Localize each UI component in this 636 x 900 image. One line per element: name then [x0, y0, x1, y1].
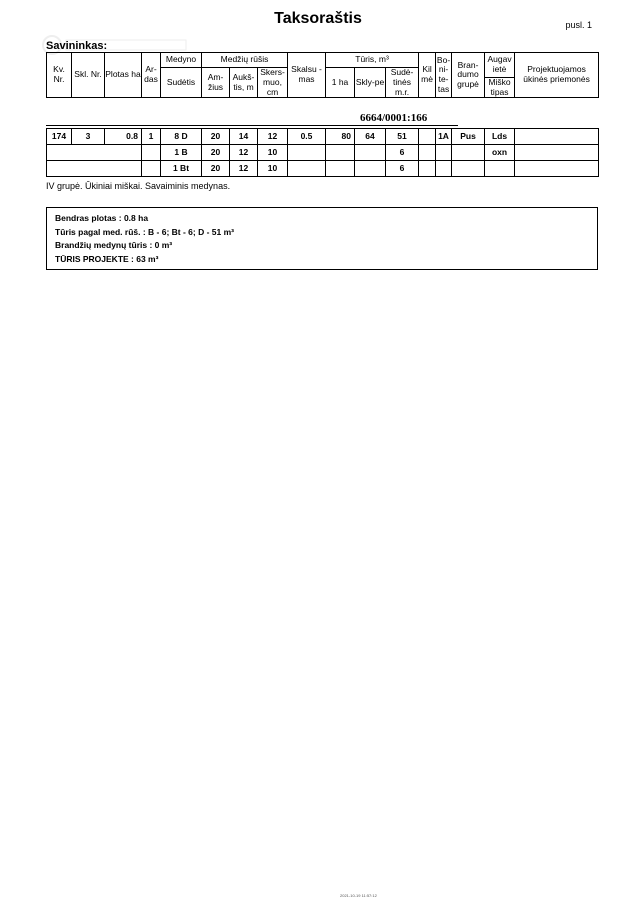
- cell-priemones: [515, 145, 599, 161]
- cell-bonitetas: [436, 145, 452, 161]
- cell-brandumo: [452, 161, 485, 177]
- cell-skalsumas: 0.5: [288, 129, 326, 145]
- header-priemones: Projektuojamos ūkinės priemonės: [515, 53, 599, 98]
- cell-kv: [47, 145, 142, 161]
- header-medziu-rusis: Medžių rūšis: [202, 53, 288, 68]
- cell-skersmuo: 12: [258, 129, 288, 145]
- cell-amzius: 20: [202, 129, 230, 145]
- cell-skalsumas: [288, 145, 326, 161]
- header-skalsumas: Skalsu - mas: [288, 53, 326, 98]
- summary-project-volume: TŪRIS PROJEKTE : 63 m³: [55, 253, 159, 264]
- header-kv: Kv. Nr.: [47, 53, 72, 98]
- cell-plotas: 0.8: [105, 129, 142, 145]
- header-sklype: Skly-pe: [355, 68, 386, 98]
- cell-ardas: 1: [142, 129, 161, 145]
- cell-aukstis: 14: [230, 129, 258, 145]
- group-note: IV grupė. Ūkiniai miškai. Savaiminis medynas.: [46, 181, 231, 191]
- cell-turis-1ha: 80: [326, 129, 355, 145]
- cell-sudetis: 1 Bt: [161, 161, 202, 177]
- cell-sudetines: 6: [386, 145, 419, 161]
- summary-volume-by-species: Tūris pagal med. rūš. : B - 6; Bt - 6; D - 51 m³: [55, 226, 234, 237]
- header-augaviete: Augav ietė: [485, 53, 515, 78]
- header-sudetis: Sudėtis: [161, 68, 202, 98]
- header-turis: Tūris, m³: [326, 53, 419, 68]
- table-row: [47, 161, 599, 177]
- cell-turis-1ha: [326, 145, 355, 161]
- header-brandumo: Bran-dumo grupė: [452, 53, 485, 98]
- header-ardas: Ar-das: [142, 53, 161, 98]
- page-number: pusl. 1: [565, 20, 592, 30]
- header-plotas: Plotas ha: [105, 53, 142, 98]
- header-table: [46, 52, 599, 98]
- header-skersmuo: Skers-muo, cm: [258, 68, 288, 98]
- cell-sudetis: 1 B: [161, 145, 202, 161]
- cell-brandumo: Pus: [452, 129, 485, 145]
- cell-sklype: [355, 145, 386, 161]
- cell-kilme: [419, 129, 436, 145]
- cell-kilme: [419, 161, 436, 177]
- cell-skersmuo: 10: [258, 161, 288, 177]
- cell-bonitetas: [436, 161, 452, 177]
- cell-augaviete: Lds: [485, 129, 515, 145]
- header-amzius: Am-žius: [202, 68, 230, 98]
- cell-brandumo: [452, 145, 485, 161]
- cell-priemones: [515, 161, 599, 177]
- cell-ardas: [142, 161, 161, 177]
- table-row: [47, 129, 599, 145]
- cell-sudetines: 51: [386, 129, 419, 145]
- cell-ardas: [142, 145, 161, 161]
- cell-bonitetas: 1A: [436, 129, 452, 145]
- cell-augaviete: [485, 161, 515, 177]
- header-turis-1ha: 1 ha: [326, 68, 355, 98]
- cell-turis-1ha: [326, 161, 355, 177]
- cadastral-id: 6664/0001:166: [360, 112, 428, 124]
- header-aukstis: Aukš-tis, m: [230, 68, 258, 98]
- cell-sudetis: 8 D: [161, 129, 202, 145]
- data-table: [46, 128, 599, 177]
- header-misko-tipas: Miško tipas: [485, 77, 515, 98]
- owner-label: Savininkas:: [46, 40, 108, 52]
- cell-augaviete: oxn: [485, 145, 515, 161]
- table-row: [47, 145, 599, 161]
- summary-box: [46, 207, 598, 270]
- cell-aukstis: 12: [230, 161, 258, 177]
- cell-amzius: 20: [202, 161, 230, 177]
- cell-kv: 174: [47, 129, 72, 145]
- cell-kv: [47, 161, 142, 177]
- cell-sudetines: 6: [386, 161, 419, 177]
- footer-timestamp: 2021-10-19 11:57:12: [340, 893, 377, 898]
- header-bonitetas: Bo-ni-te-tas: [436, 53, 452, 98]
- cell-kilme: [419, 145, 436, 161]
- cell-skersmuo: 10: [258, 145, 288, 161]
- document-title: Taksoraštis: [274, 10, 362, 27]
- header-medyno: Medyno: [161, 53, 202, 68]
- cell-skalsumas: [288, 161, 326, 177]
- cell-sklype: 64: [355, 129, 386, 145]
- cell-skl: 3: [72, 129, 105, 145]
- cell-priemones: [515, 129, 599, 145]
- header-sudetines: Sudė-tinės m.r.: [386, 68, 419, 98]
- cell-sklype: [355, 161, 386, 177]
- id-underline: [46, 125, 458, 126]
- summary-mature-volume: Brandžių medynų tūris : 0 m³: [55, 240, 173, 250]
- cell-aukstis: 12: [230, 145, 258, 161]
- header-kilme: Kil mė: [419, 53, 436, 98]
- header-skl: Skl. Nr.: [72, 53, 105, 98]
- cell-amzius: 20: [202, 145, 230, 161]
- summary-area: Bendras plotas : 0.8 ha: [55, 213, 149, 223]
